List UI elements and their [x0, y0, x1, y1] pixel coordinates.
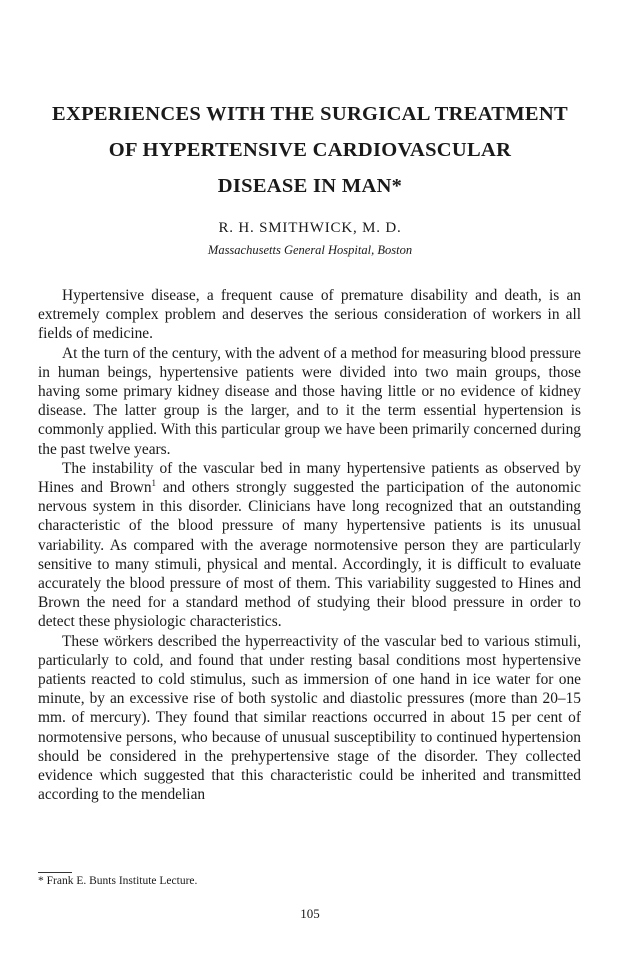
paragraph-3 — [38, 459, 581, 632]
reference-marker: 1 — [151, 477, 157, 488]
page-number: 105 — [300, 906, 320, 921]
paragraph-3-text-a: The instability of the vascular bed in many hypertensive patients as observed by Hines and Brown — [38, 459, 581, 497]
paragraph-3-text-b: and others strongly suggested the participation of the autonomic nervous system in this disorder. Clinicians have long recognized that an outstanding characteristic of the blood pressure of many hypertensive patients is its unusual variability. As compared with the average normotensive person they are particularly sensitive to many stimuli, physical and mental. Accordingly, it is difficult to evaluate accurately the blood pressure of most of them. This variability suggested to Hines and Brown the need for a standard method of studying their blood pressure in order to detect these physiologic characteristics. — [38, 479, 581, 631]
article-body — [38, 286, 581, 804]
title-line-3: DISEASE IN MAN* — [217, 175, 403, 197]
article-title — [20, 96, 600, 204]
footnote: * Frank E. Bunts Institute Lecture. — [38, 875, 198, 887]
paragraph-1: Hypertensive disease, a frequent cause of premature disability and death, is an extremely complex problem and deserves the serious consideration of workers in all fields of medicine. — [38, 287, 581, 343]
paragraph-4: These wörkers described the hyperreactivity of the vascular bed to various stimuli, particularly to cold, and found that under resting basal conditions most hypertensive patients reacted to cold stimulus, such as immersion of one hand in ice water for one minute, by an excessive rise of both systolic and diastolic pressures (more than 20–15 mm. of mercury). They found that similar reactions occurred in about 15 per cent of normotensive persons, who because of unusual susceptibility to continued hypertension should be considered in the prehypertensive stage of the disorder. They collected evidence which suggested that this characteristic could be inherited and transmitted according to the mendelian — [38, 632, 581, 804]
title-line-1: EXPERIENCES WITH THE SURGICAL TREATMENT — [52, 103, 568, 125]
title-line-2: OF HYPERTENSIVE CARDIOVASCULAR — [108, 139, 512, 161]
footnote-divider — [38, 872, 72, 873]
paragraph-2: At the turn of the century, with the advent of a method for measuring blood pressure in human beings, hypertensive patients were divided into two main groups, those having some primary kidney disease and those having little or no evidence of kidney disease. The latter group is the larger, and to it the term essential hypertension is commonly applied. With this particular group we have been primarily concerned during the past twelve years. — [38, 344, 581, 458]
author-affiliation: Massachusetts General Hospital, Boston — [207, 243, 413, 257]
author-name: R. H. SMITHWICK, M. D. — [218, 220, 402, 236]
